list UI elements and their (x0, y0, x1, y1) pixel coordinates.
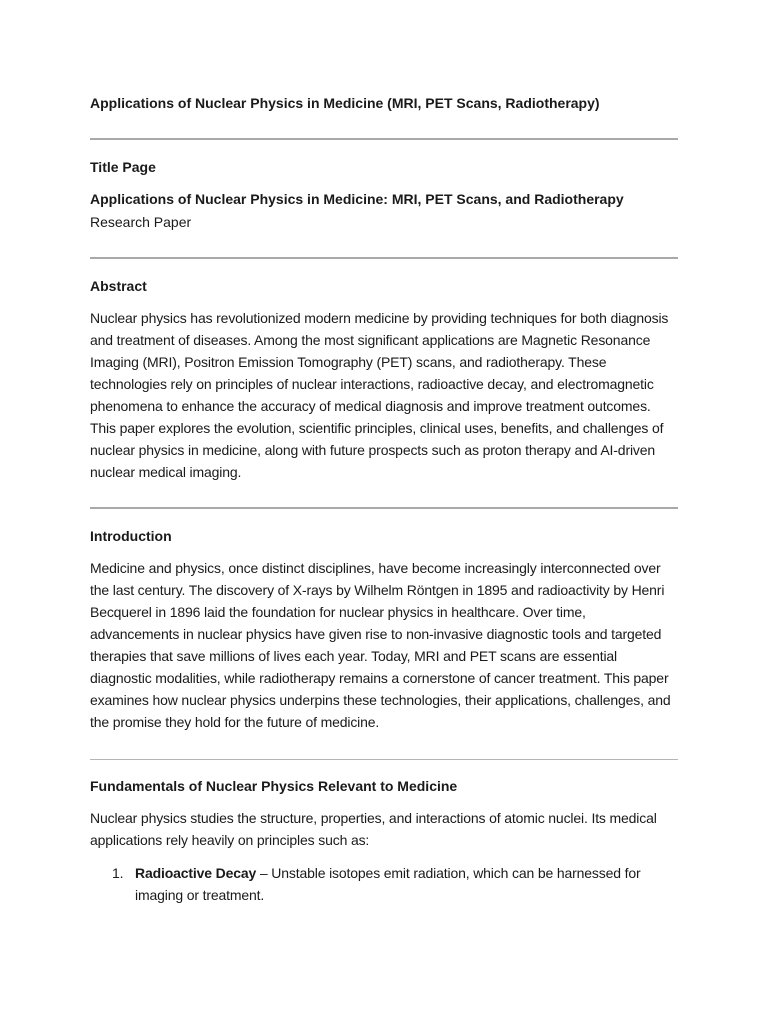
section-divider (90, 138, 678, 140)
fundamentals-heading: Fundamentals of Nuclear Physics Relevant to Medicine (90, 778, 458, 794)
section-divider (90, 759, 678, 760)
list-item-description: – Unstable isotopes emit radiation, which can be harnessed for imaging or treatment. (135, 865, 641, 903)
paper-title: Applications of Nuclear Physics in Medicine: MRI, PET Scans, and Radiotherapy (90, 191, 624, 207)
paper-type: Research Paper (90, 214, 192, 230)
abstract-heading: Abstract (90, 278, 147, 294)
abstract-text: Nuclear physics has revolutionized modern medicine by providing techniques for both diagnosis and treatment of diseases. Among the most significant applications are Magnetic Resonance Imaging (MRI), Positron Emission Tomography (PET) scans, and radiotherapy. These technologies rely on principles of nuclear interactions, radioactive decay, and electromagnetic phenomena to enhance the accuracy of medical diagnosis and improve treatment outcomes. This paper explores the evolution, scientific principles, clinical uses, benefits, and challenges of nuclear physics in medicine, along with future prospects such as proton therapy and AI-driven nuclear medical imaging. (90, 310, 669, 480)
introduction-text: Medicine and physics, once distinct disciplines, have become increasingly interconnected over the last century. The discovery of X-rays by Wilhelm Röntgen in 1895 and radioactivity by Henri Becquerel in 1896 laid the foundation for nuclear physics in healthcare. Over time, advancements in nuclear physics have given rise to non-invasive diagnostic tools and targeted therapies that save millions of lives each year. Today, MRI and PET scans are essential diagnostic modalities, while radiotherapy remains a cornerstone of cancer treatment. This paper examines how nuclear physics underpins these technologies, their applications, challenges, and the promise they hold for the future of medicine. (90, 560, 671, 730)
title-page-heading: Title Page (90, 159, 156, 175)
document-title: Applications of Nuclear Physics in Medicine (MRI, PET Scans, Radiotherapy) (90, 95, 600, 111)
section-divider (90, 257, 678, 259)
section-divider (90, 507, 678, 509)
list-item-number: 1. (112, 865, 124, 881)
principles-list (90, 862, 678, 906)
introduction-heading: Introduction (90, 528, 172, 544)
fundamentals-text: Nuclear physics studies the structure, properties, and interactions of atomic nuclei. Its medical applications rely heavily on principles such as: (90, 810, 657, 848)
list-item (90, 862, 678, 906)
list-item-term: Radioactive Decay (135, 865, 257, 881)
